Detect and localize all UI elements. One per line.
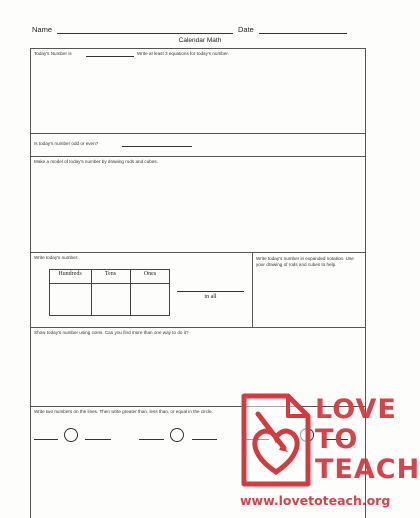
divider bbox=[30, 327, 366, 328]
compare-prompt: Write two numbers on the lines. Then write greater than, less than, or equal in the circle. bbox=[34, 409, 213, 414]
todays-number-prompt: Today's Number is bbox=[34, 51, 72, 56]
name-label: Name bbox=[32, 25, 53, 34]
odd-even-blank[interactable] bbox=[122, 146, 192, 147]
divider bbox=[30, 133, 366, 134]
name-line[interactable] bbox=[57, 33, 233, 34]
compare-blank[interactable] bbox=[139, 439, 164, 440]
write-number-prompt: Write today's number: bbox=[34, 255, 79, 260]
compare-blank[interactable] bbox=[85, 439, 111, 440]
logo-url: www.lovetoteach.org bbox=[240, 493, 391, 508]
equations-area[interactable] bbox=[32, 60, 364, 131]
todays-number-blank[interactable] bbox=[86, 56, 134, 57]
in-all-blank[interactable] bbox=[177, 291, 244, 292]
compare-circle[interactable] bbox=[170, 428, 184, 442]
compare-blank[interactable] bbox=[192, 439, 217, 440]
logo-word-to: TO bbox=[315, 424, 359, 455]
divider bbox=[30, 156, 366, 157]
coins-prompt: Show today's number using coins. Can you find more than one way to do it? bbox=[34, 330, 189, 335]
date-line[interactable] bbox=[259, 33, 347, 34]
expanded-area[interactable] bbox=[254, 283, 364, 325]
tens-cell[interactable] bbox=[92, 284, 129, 315]
expanded-prompt: Write today's number in expanded notation. Use your drawing of rods and cubes to help. bbox=[256, 256, 354, 267]
logo-word-teach: TEACH bbox=[315, 454, 420, 485]
odd-even-prompt: Is today's number odd or even? bbox=[34, 141, 99, 146]
compare-blank[interactable] bbox=[34, 439, 58, 440]
compare-circle[interactable] bbox=[64, 428, 78, 442]
page-heart-icon bbox=[238, 392, 314, 488]
date-label: Date bbox=[238, 25, 254, 34]
page-title: Calendar Math bbox=[178, 37, 222, 44]
in-all-label: in all bbox=[204, 294, 217, 300]
love-to-teach-logo bbox=[238, 392, 420, 514]
hundreds-cell[interactable] bbox=[50, 284, 90, 315]
equations-prompt: Write at least 3 equations for today's number. bbox=[137, 51, 229, 56]
logo-word-love: LOVE bbox=[315, 394, 397, 425]
hundreds-header: Hundreds bbox=[58, 271, 82, 277]
ones-header: Ones bbox=[143, 271, 157, 277]
ones-cell[interactable] bbox=[131, 284, 169, 315]
model-drawing-area[interactable] bbox=[32, 168, 364, 250]
tens-header: Tens bbox=[104, 271, 117, 277]
model-prompt: Make a model of today's number by drawing rods and cubes. bbox=[34, 159, 158, 164]
divider bbox=[30, 252, 366, 253]
divider bbox=[252, 252, 253, 327]
